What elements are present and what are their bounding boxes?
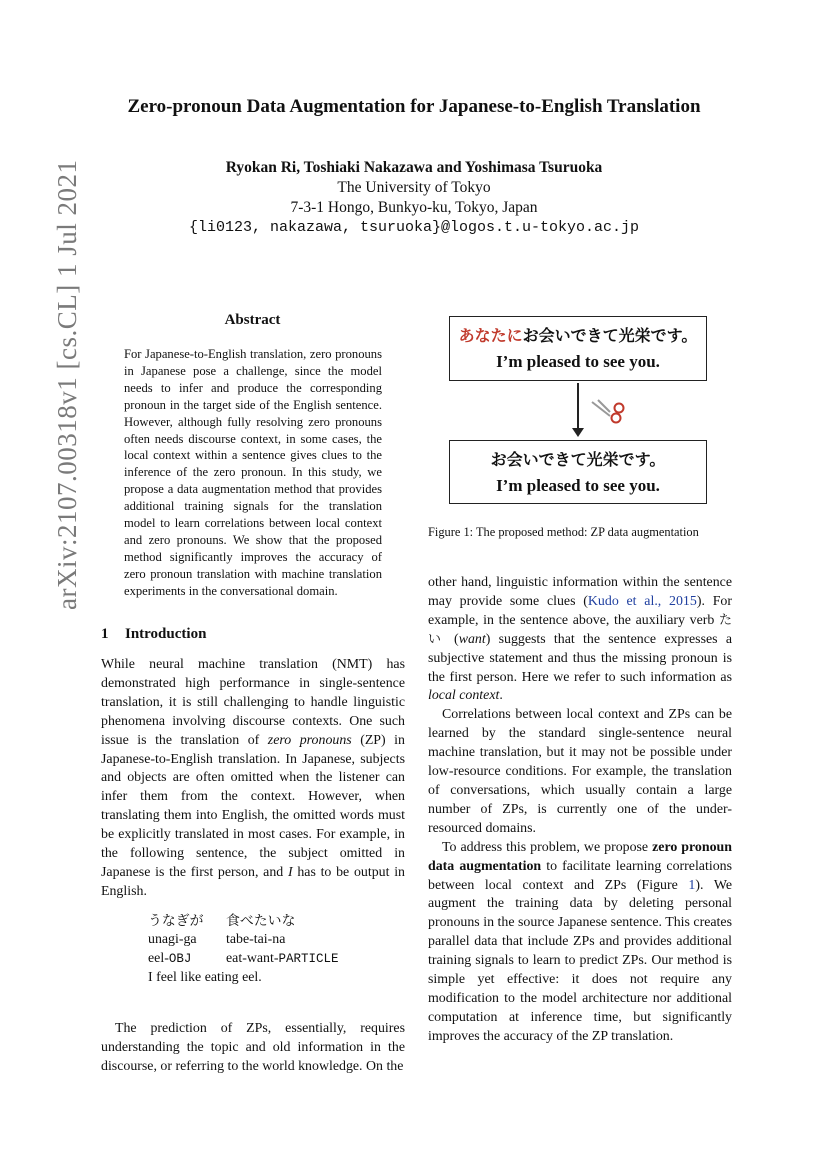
arrow-shaft <box>577 383 579 431</box>
abstract-text: For Japanese-to-English translation, zero pronouns in Japanese pose a challenge, since the model needs to infer and produce the corresponding pronoun in the target side of the English sentence. However, although fully resolving zero pronouns often needs discourse context, in some cases, the local context within a sentence gives clues to the inference of the zero pronoun. In this study, we propose a data augmentation method that provides additional training signals for the translation model to learn correlations between local context and zero pronouns. We show that the proposed method significantly improves the accuracy of zero pronoun translation with machine translation experiments in the conversational domain. <box>124 347 382 598</box>
address: 7-3-1 Hongo, Bunkyo-ku, Tokyo, Japan <box>290 199 538 216</box>
gloss-2b: PARTICLE <box>278 951 339 966</box>
abstract-heading: Abstract <box>224 312 281 328</box>
term-zp-augmentation: zero pronoun data augmentation <box>428 839 733 874</box>
example-jp-1: うなぎが <box>148 913 204 929</box>
intro-paragraph-2 <box>101 1020 405 1077</box>
text-run: ). For example, in the sentence above, the auxiliary verb <box>428 593 732 628</box>
text-run: other hand, linguistic information within the sentence may provide some clues ( <box>428 575 732 609</box>
paper-title: Zero-pronoun Data Augmentation for Japanese-to-English Translation <box>127 96 701 117</box>
gloss-1b: OBJ <box>168 951 192 966</box>
text-run: suggests that the sentence expresses a subjective statement and thus the missing pronoun is the first person. Here we refer to such information as <box>428 631 732 685</box>
figure-en-original: I’m pleased to see you. <box>496 352 660 371</box>
paragraph-text: Correlations between local context and ZPs can be learned by the standard single-sentence neural machine translation, but it may not be possible under low-resource conditions. For example, the translation of conversations, which usually contain a large number of ZPs, is currently one of the under-resourced domains. <box>428 707 732 836</box>
figure-original-box <box>449 316 707 381</box>
arxiv-identifier: arXiv:2107.00318v1 [cs.CL] 1 Jul 2021 <box>52 159 82 610</box>
text-run: . <box>499 688 503 704</box>
gloss-1a: eel- <box>148 950 169 966</box>
term-local-context: local context <box>428 688 500 704</box>
intro-paragraph-1 <box>101 656 405 902</box>
section-number: 1 <box>101 626 109 642</box>
text-run: has to be output in English. <box>101 864 405 899</box>
figure-jp-augmented: お会いできて光栄です。 <box>490 450 666 469</box>
affiliation: The University of Tokyo <box>337 179 491 196</box>
example-rom-2: tabe-tai-na <box>226 931 286 947</box>
arrow-head-icon <box>572 428 584 437</box>
term-zero-pronouns: zero pronouns <box>267 732 352 748</box>
emails: {li0123, nakazawa, tsuruoka}@logos.t.u-tokyo.ac.jp <box>188 219 640 236</box>
right-column-text: other hand, linguistic information within the sentence may provide some clues (Kudo et al., 2015). For example, in the sentence above, the auxiliary verb たい (want) suggests that the sentence expresses a subjective statement and thus the missing pronoun is the first person. Here we refer to such information as local context. Correlations between local context and ZPs can be learned by the standard single-sentence neural machine translation, but it may not be possible under low-resource conditions. For example, the translation of conversations, which usually contain a large number of ZPs, is currently one of the under-resourced domains. To address this problem, we propose zero pronoun data augmentation to facilitate learning correlations between local context and ZPs (Figure 1). We augment the training data by deleting personal pronouns in the source Japanese sentence. This creates parallel data that include ZPs and provides additional training signals to learn to predict ZPs. Our method is simple yet effective: it does not require any modification to the model architecture nor additional computation at inference time, but significantly improves the accuracy of the ZP translation. <box>428 575 733 1044</box>
text-run: ). We augment the training data by deleting personal pronouns in the source Japanese sentence. This creates parallel data that include ZPs and provides additional training signals to learn to predict ZPs. Our method is simple yet effective: it does not require any modification to the model architecture nor additional computation at inference time, but significantly improves the accuracy of the ZP translation. <box>428 877 733 1044</box>
example-jp-2: 食べたいな <box>226 913 296 929</box>
authors: Ryokan Ri, Toshiaki Nakazawa and Yoshimasa Tsuruoka <box>225 159 603 176</box>
deleted-pronoun: あなたに <box>458 326 523 345</box>
figure-jp-original <box>450 323 706 346</box>
example-translation: I feel like eating eel. <box>148 969 262 985</box>
citation-link[interactable]: Kudo et al., 2015 <box>587 593 697 609</box>
figure-en-augmented: I’m pleased to see you. <box>496 476 660 495</box>
author-block <box>0 158 828 238</box>
figure-ref-link[interactable]: 1 <box>688 877 696 893</box>
figure-caption: Figure 1: The proposed method: ZP data augmentation <box>428 525 699 539</box>
term-tai: たい <box>428 612 732 647</box>
text-run: To address this problem, we propose <box>442 839 653 855</box>
example-rom-1: unagi-ga <box>148 931 197 947</box>
section-title: Introduction <box>125 626 207 642</box>
section-heading <box>101 626 206 643</box>
text-run: to facilitate learning correlations between local context and ZPs (Figure <box>428 858 732 893</box>
paragraph-text: The prediction of ZPs, essentially, requires understanding the topic and old information in the discourse, or referring to the world knowledge. On the <box>101 1021 405 1074</box>
example-gloss <box>148 912 338 988</box>
term-i: I <box>287 864 293 880</box>
figure-augmented-box <box>449 440 707 504</box>
scissors-icon <box>588 398 628 426</box>
text-run: While neural machine translation (NMT) has demonstrated high performance in single-sentence translation, it is still challenging to handle linguistic phenomena involving discourse contexts. One such issue is the translation of <box>101 657 405 748</box>
jp-rest: お会いできて光栄です。 <box>522 326 698 345</box>
term-want: want <box>458 631 486 647</box>
gloss-2a: eat-want- <box>226 950 279 966</box>
text-run: (ZP) in Japanese-to-English translation. In Japanese, subjects and objects are often omitted when the listener can infer them from the context. However, when translating them into English, the omitted words must be explicitly translated in most cases. For example, in the following sentence, the subject omitted in Japanese is the first person, and <box>101 732 405 880</box>
